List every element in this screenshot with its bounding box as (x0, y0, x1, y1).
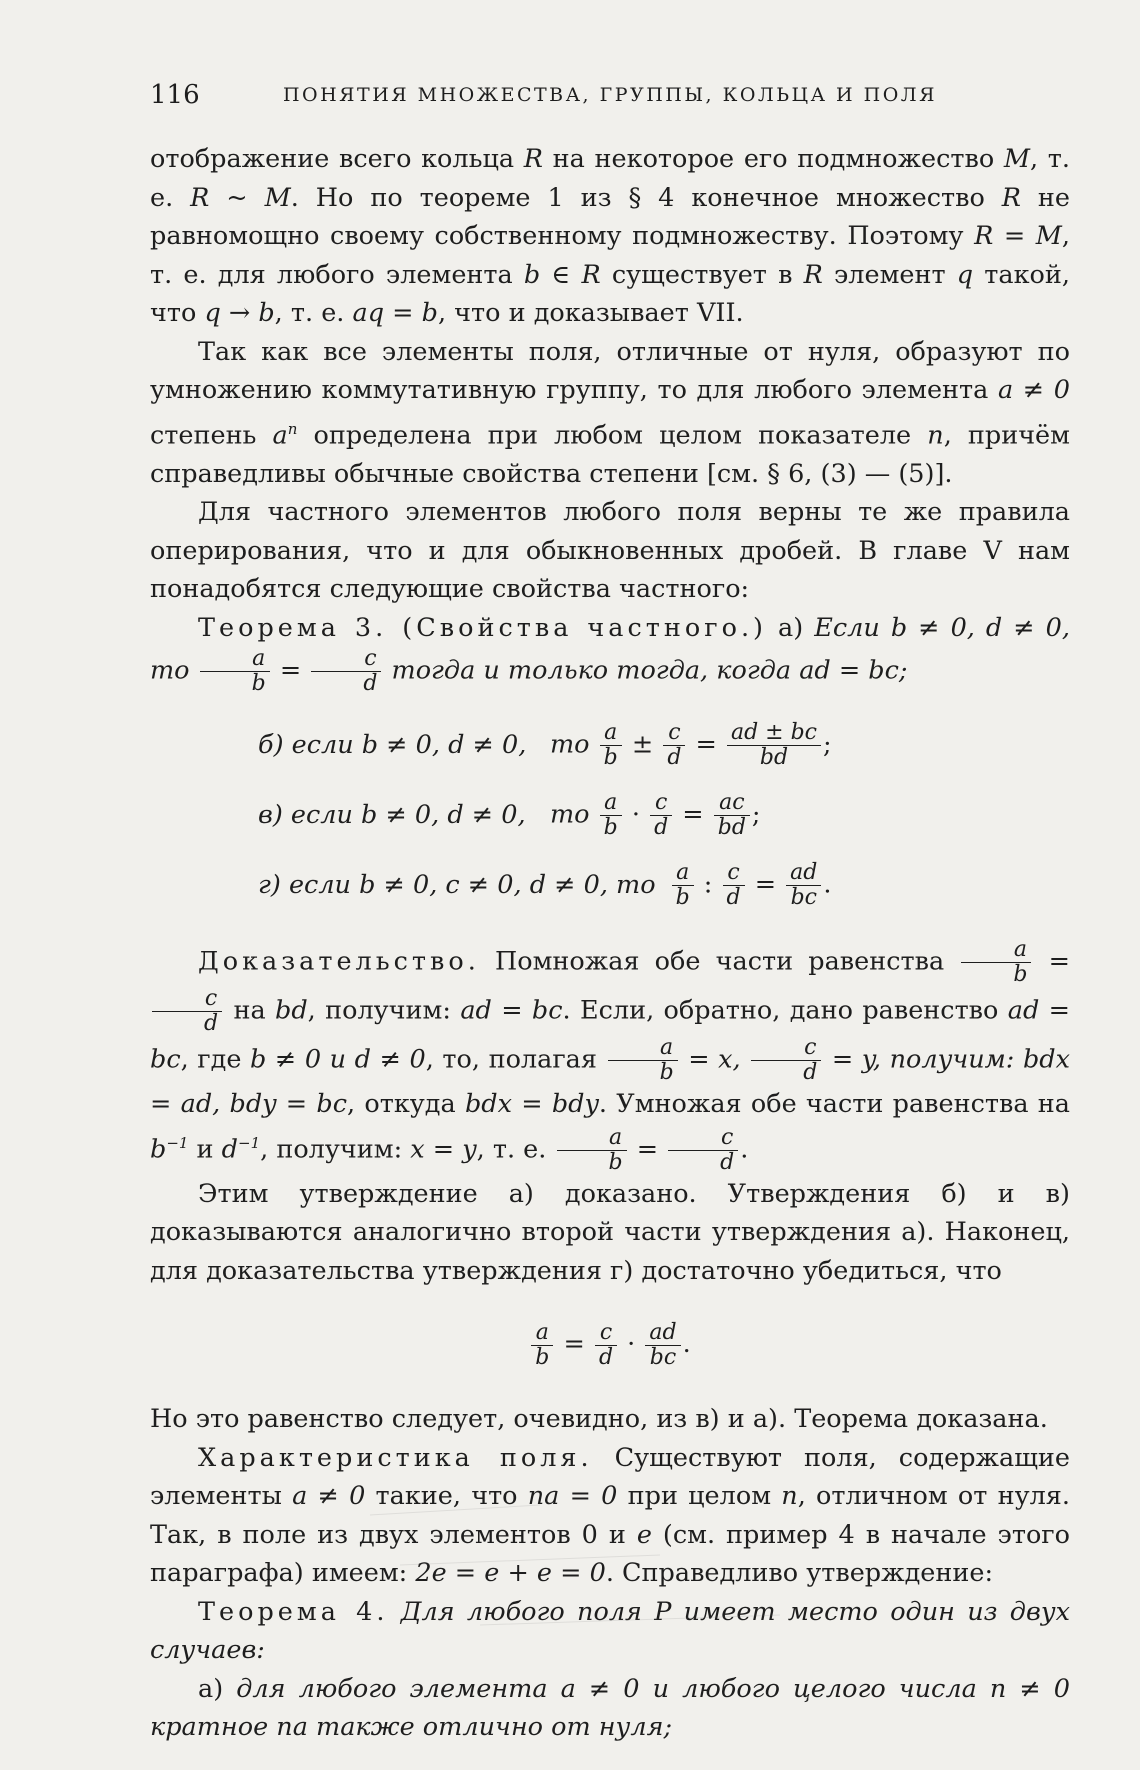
field-characteristic: Характеристика поля. Существуют поля, содержащие элементы a ≠ 0 такие, что na = 0 при целом n, отличном от нуля. Так, в поле из двух элементов 0 и e (см. пример 4 в начале этого параграфа) имеем: 2e = e + e = 0. Справедливо утверждение: (150, 1442, 1071, 1588)
fraction-ad-bc: $\frac{ad}{bc}$ (786, 861, 821, 910)
fraction-c-d: $\frac{c}{d}$ (668, 1126, 738, 1175)
fraction-c-d: $\frac{c}{d}$ (751, 1036, 821, 1085)
theorem-4-case-a: а) для любого элемента a ≠ 0 и любого целого числа n ≠ 0 кратное na также отлично от нуля; (150, 1673, 1071, 1742)
paragraph-1: отображение всего кольца R на некоторое его подмножество M, т. е. R ~ M. Но по теореме 1 из § 4 конечное множество R не равномощно своему собственному подмножеству. Поэтому R = M, т. е. для любого элемента b ∈ R существует в R элемент q такой, что q → b, т. е. aq = b, что и доказывает VII. (150, 144, 1071, 328)
case-b: б) если b ≠ 0, d ≠ 0, то $\frac{a}{b}$ ± $\frac{c}{d}$ = $\frac{ad \pm bc}{bd}$ ; (258, 719, 832, 770)
fraction-c-d: $\frac{c}{d}$ (311, 647, 381, 696)
running-title: ПОНЯТИЯ МНОЖЕСТВА, ГРУППЫ, КОЛЬЦА И ПОЛЯ (282, 84, 938, 106)
paragraph-3: Для частного элементов любого поля верны те же правила оперирования, что и для обыкновенных дробей. В главе V нам понадобятся следующие свойства частного: (150, 497, 1070, 604)
fraction-c-d: $\frac{c}{d}$ (723, 861, 745, 910)
paragraph-5: Но это равенство следует, очевидно, из в) и а). Теорема доказана. (150, 1404, 1048, 1434)
page-number: 116 (150, 80, 200, 110)
fraction-c-d: $\frac{c}{d}$ (650, 791, 672, 840)
fraction-a-b: $\frac{a}{b}$ (531, 1321, 553, 1370)
fraction-a-b: $\frac{a}{b}$ (557, 1126, 627, 1175)
fraction-c-d: $\frac{c}{d}$ (663, 721, 685, 770)
paragraph-2: Так как все элементы поля, отличные от нуля, образуют по умножению коммутативную группу, то для любого элемента a ≠ 0 степень $a^n$ определена при любом целом показателе n, причём справедливы обычные свойства степени [см. § 6, (3) — (5)]. (150, 336, 1070, 489)
fraction-ad-bc: $\frac{ad}{bc}$ (645, 1321, 680, 1370)
theorem-3-cases (150, 710, 1070, 920)
display-equation: $\frac{a}{b}$ = $\frac{c}{d}$ · $\frac{ad}{bc}$ . (150, 1308, 1070, 1380)
page-header (150, 80, 1070, 120)
fraction-a-b: $\frac{a}{b}$ (961, 938, 1031, 987)
faint-scratch-marks (360, 1475, 840, 1675)
case-v: в) если b ≠ 0, d ≠ 0, то $\frac{a}{b}$ · $\frac{c}{d}$ = $\frac{ac}{bd}$ ; (258, 789, 761, 840)
case-g: г) если b ≠ 0, c ≠ 0, d ≠ 0, то $\frac{a}{b}$ : $\frac{c}{d}$ = $\frac{ad}{bc}$ . (258, 859, 832, 910)
fraction-a-b: $\frac{a}{b}$ (200, 647, 270, 696)
fraction-a-b: $\frac{a}{b}$ (600, 721, 622, 770)
proof: Доказательство. Помножая обе части равенства $\frac{a}{b}$ = $\frac{c}{d}$ на bd, получим: ad = bc. Если, обратно, дано равенство ad = bc, где b ≠ 0 и d ≠ 0, то, полагая $\frac{a}{b}$ = x, $\frac{c}{d}$ = y, получим: bdx = ad, bdy = bc, откуда bdx = bdy. Умножая обе части равенства на $b^{-1}$ и $d^{-1}$, получим: x = y, т. е. $\frac{a}{b}$ = $\frac{c}{d}$ . (150, 937, 1070, 1175)
paragraph-4: Этим утверждение а) доказано. Утверждения б) и в) доказываются аналогично второй части утверждения а). Наконец, для доказательства утверждения г) достаточно убедиться, что (150, 1178, 1070, 1286)
fraction-c-d: $\frac{c}{d}$ (152, 987, 222, 1036)
theorem-3: Теорема 3. (Свойства частного.) а) Если b ≠ 0, d ≠ 0, то $\frac{a}{b}$ = $\frac{c}{d}$ тогда и только тогда, когда ad = bc; (150, 612, 1071, 696)
fraction-a-b: $\frac{a}{b}$ (608, 1036, 678, 1085)
fraction-ac-bd: $\frac{ac}{bd}$ (714, 791, 750, 840)
fraction-a-b: $\frac{a}{b}$ (600, 791, 622, 840)
fraction-c-d: $\frac{c}{d}$ (595, 1321, 617, 1370)
fraction-sum: $\frac{ad \pm bc}{bd}$ (727, 721, 821, 770)
theorem-4: Теорема 4. Для любого поля P имеет место один из двух случаев: (150, 1596, 1070, 1665)
fraction-a-b: $\frac{a}{b}$ (672, 861, 694, 910)
